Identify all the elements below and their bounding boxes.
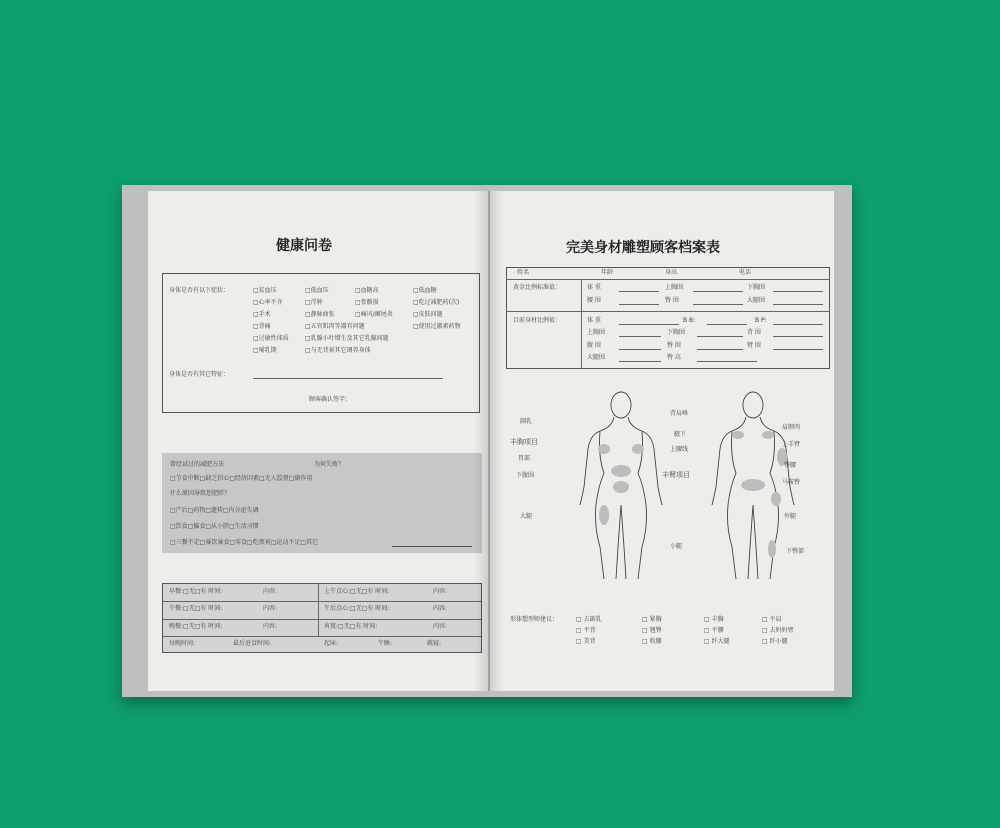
diet-col-divider [318,584,319,636]
ideal-hip: 臀 围 [665,297,679,304]
fill-line[interactable] [619,361,661,362]
info-age: 年龄 [601,269,614,276]
back-zone [762,431,774,439]
suggestion-option[interactable]: □ 纤大腿 [704,638,730,645]
fill-line[interactable] [773,324,823,325]
other-features-label: 身体是否有其它特征： [169,371,230,378]
info-col-divider [581,279,582,369]
health-option[interactable]: □贫血压 [253,287,277,294]
diet-cell: 内容: [263,623,278,630]
health-option[interactable]: □与无背景其它调养身体 [305,347,371,354]
diet-cell: 早餐:□无□有 时间: [169,588,223,595]
health-option[interactable]: □浮肿 [305,299,323,306]
fill-line[interactable] [619,336,661,337]
front-body-label: 下腹围 [516,472,535,479]
suggestion-option[interactable]: □ 平背 [576,627,596,634]
info-height: 身高 [665,269,678,276]
front-zone [599,505,609,525]
diet-cell: 内容: [263,605,278,612]
info-phone: 电话 [739,269,752,276]
diet-cell: 起床: [324,640,339,647]
diet-row-divider [163,619,481,620]
current-belly: 腹 围 [587,342,601,349]
diet-cell: 内容: [433,605,448,612]
front-zone [611,465,631,477]
current-label: 目前身材比例值： [513,317,562,324]
current-bb: B B: [683,317,696,324]
health-option[interactable]: □使用过激素药物 [413,323,461,330]
fill-line[interactable] [697,336,743,337]
back-zone [732,431,744,439]
back-body-label: 上手臂 [782,441,801,448]
diet-cell: 上午点心:□无□有 时间: [324,588,390,595]
info-divider [507,311,829,312]
info-divider [507,279,829,280]
diet-cell: 午睡: [378,640,393,647]
suggestion-option[interactable]: □ 平肩 [762,616,782,623]
fill-line[interactable] [697,361,757,362]
diet-cell: 宵夜:□无□有 时间: [324,623,378,630]
ideal-label: 黄金比例标准值： [513,284,562,291]
ideal-weight: 体 重 [587,284,601,291]
diet-cell: 就寝: [427,640,442,647]
fill-line[interactable] [619,304,659,305]
health-option[interactable]: □皮肤问题 [413,311,443,318]
suggestion-option[interactable]: □ 紧胸 [642,616,662,623]
front-body-label: 副乳 [520,418,533,425]
health-prompt: 身体是否有以下症状： [169,287,230,294]
fill-line[interactable] [697,349,743,350]
health-option[interactable]: □吃过减肥药(次) [413,299,460,306]
current-lower-chest: 下胸围 [667,329,686,336]
sign-label: 顾客确认签字： [309,396,352,403]
front-body-label: 胃部 [518,455,531,462]
health-check-box [162,273,480,413]
history-q2-line1: □产后□药物□遗传□内分泌失调 [170,507,259,514]
fill-line[interactable] [619,291,659,292]
info-name: 姓名 [517,269,530,276]
fill-line[interactable] [773,304,823,305]
ideal-lower-chest: 下胸围 [747,284,766,291]
health-option[interactable]: □过敏性体质 [253,335,289,342]
fill-line[interactable] [693,291,743,292]
health-option[interactable]: □骨骼损 [355,299,379,306]
current-back: 背 围 [747,329,761,336]
diet-cell: 午餐:□无□有 时间: [169,605,223,612]
fill-line[interactable] [693,304,743,305]
front-body-label: 丰胸项目 [510,438,538,446]
history-q2: 什么原因导致您肥胖？ [170,490,231,497]
history-q1b: 为何失败？ [314,461,345,468]
back-body-label: 丰臂项目 [662,471,690,479]
current-hip-height: 臀 高 [667,354,681,361]
front-body-label: 大腿 [520,513,533,520]
ideal-waist: 腰 围 [587,297,601,304]
book [122,185,852,697]
current-bp: B P: [755,317,767,324]
back-body-figure [678,387,828,587]
suggestion-option[interactable]: □ 纤小腿 [762,638,788,645]
front-zone [598,444,610,454]
back-zone [768,540,776,558]
ideal-upper-chest: 上胸围 [665,284,684,291]
history-panel [162,453,482,553]
suggestion-option[interactable]: □ 翘臀 [642,627,662,634]
diet-table [162,583,482,653]
front-zone [613,481,629,493]
health-option[interactable]: □心率不齐 [253,299,283,306]
health-option[interactable]: □痛风/阑尾炎 [355,311,393,318]
diet-cell: 内容: [433,623,448,630]
fill-line[interactable] [773,291,823,292]
back-body-label: 背肩峰 [670,410,689,417]
suggestion-option[interactable]: □ 去妈妈臂 [762,627,794,634]
health-option[interactable]: □手术 [253,311,271,318]
current-weight: 体 重 [587,317,601,324]
other-features-line [253,378,443,379]
health-option[interactable]: □静脉曲张 [305,311,335,318]
suggestion-option[interactable]: □ 美背 [576,638,596,645]
back-body-label: 外腿 [784,513,797,520]
diet-cell: 最后进食时间: [233,640,272,647]
diet-cell: 午后点心:□无□有 时间: [324,605,390,612]
ideal-thigh: 大腿围 [747,297,766,304]
back-zone [771,492,781,506]
front-body-figure [546,387,696,587]
fill-line[interactable] [707,324,747,325]
health-option[interactable]: □低血糖 [413,287,437,294]
suggestion-label: 形体塑型师建议： [510,616,559,623]
diet-row-divider [163,601,481,602]
diet-cell: 内容: [263,588,278,595]
back-body-label: 上腰线 [670,446,689,453]
diet-cell: 晚餐:□无□有 时间: [169,623,223,630]
health-option[interactable]: □血糖高 [355,287,379,294]
history-q2-line3: □三餐不定□暴饮暴食□零食□吃夜宵□运动不足□其它 [170,539,319,546]
history-q1: 曾经试过的减肥方法 [170,461,225,468]
front-zone [632,444,644,454]
current-upper-chest: 上胸围 [587,329,606,336]
diet-cell: 每晚时间: [169,640,196,647]
history-q2-line2: □饮食□偏食□从小胖□生活习惯 [170,523,259,530]
suggestion-option[interactable]: □ 平腰 [704,627,724,634]
back-body-label: 下臀部 [786,548,805,555]
left-page-title: 健康问卷 [276,238,332,254]
back-body-label: 马鞍臀 [782,479,801,486]
history-other-line [392,546,472,547]
right-page [490,191,834,691]
body-info-table [506,267,830,369]
back-body-label: 肩胛肉 [782,424,801,431]
diet-cell: 内容: [433,588,448,595]
current-arm: 臂 围 [747,342,761,349]
suggestion-option[interactable]: □ 去副乳 [576,616,602,623]
fill-line[interactable] [773,349,823,350]
right-page-title: 完美身材雕塑顾客档案表 [566,240,720,256]
health-option[interactable]: □乳腺小叶增生及其它乳腺问题 [305,335,389,342]
diet-row-divider [163,636,481,637]
history-q1-options: □节食中断□缺乏信心□经济因素□无人监督□副作用 [170,475,313,482]
suggestion-option[interactable]: □ 收腰 [642,638,662,645]
health-option[interactable]: □低血压 [305,287,329,294]
back-body-label: 小腿 [670,543,683,550]
health-option[interactable]: □背痛 [253,323,271,330]
health-option[interactable]: □哺乳期 [253,347,277,354]
fill-line[interactable] [619,324,679,325]
fill-line[interactable] [619,349,661,350]
fill-line[interactable] [773,336,823,337]
suggestion-option[interactable]: □ 丰胸 [704,616,724,623]
back-body-label: 臀腰 [784,462,797,469]
back-zone [741,479,765,491]
current-hip: 臀 围 [667,342,681,349]
health-option[interactable]: □五官肌肉等器官问题 [305,323,365,330]
back-body-label: 腋下 [674,431,687,438]
left-page [148,191,488,691]
current-thigh: 大腿围 [587,354,606,361]
